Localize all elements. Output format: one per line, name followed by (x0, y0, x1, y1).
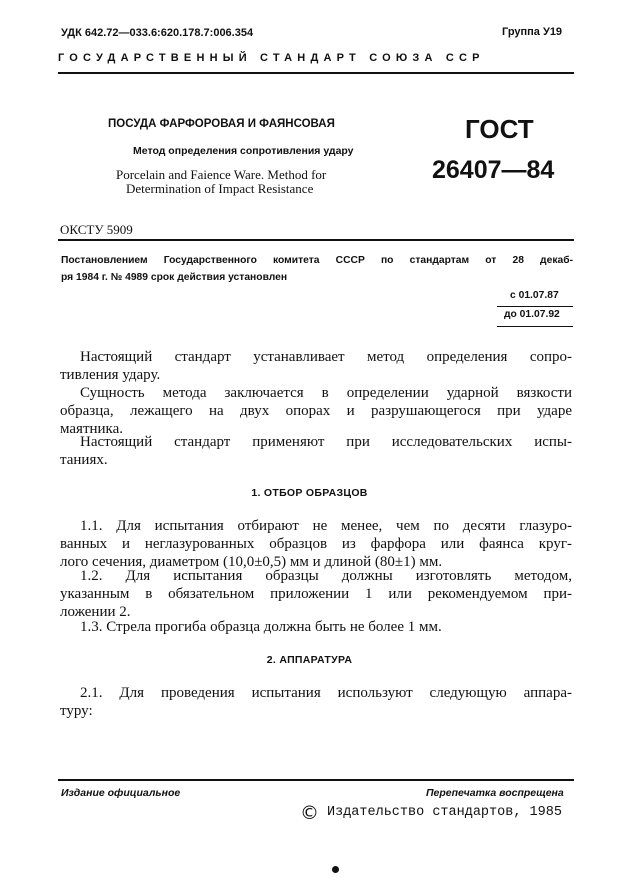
official-edition: Издание официальное (61, 787, 181, 799)
text-line: лого сечения, диаметром (10,0±0,5) мм и длиной (80±1) мм. (60, 554, 443, 570)
publisher-line: Издательство стандартов, 1985 (327, 805, 562, 820)
text-line: Настоящий стандарт применяют при исследовательских испы- (80, 434, 572, 450)
text-line: маятника. (60, 421, 124, 437)
section-2-heading: 2. АППАРАТУРА (266, 654, 353, 666)
text-line: туру: (60, 703, 93, 719)
clause-2-1 (60, 684, 572, 720)
effective-from: с 01.07.87 (510, 290, 559, 301)
effective-rule (497, 306, 573, 307)
intro-paragraph-3 (60, 433, 572, 469)
page-dot (332, 866, 339, 873)
footer-rule (58, 779, 574, 781)
text-line: 1.3. Стрела прогиба образца должна быть не более 1 мм. (80, 619, 442, 635)
text-line: тивления удару. (60, 367, 161, 383)
clause-1-3 (60, 618, 572, 636)
state-standard-banner: ГОСУДАРСТВЕННЫЙ СТАНДАРТ СОЮЗА ССР (58, 52, 485, 64)
standard-subtitle: Метод определения сопротивления удару (133, 145, 354, 157)
standard-title: ПОСУДА ФАРФОРОВАЯ И ФАЯНСОВАЯ (108, 118, 335, 130)
okstu-rule (58, 239, 574, 241)
reprint-prohibited: Перепечатка воспрещена (426, 787, 564, 799)
text-line: Настоящий стандарт устанавливает метод определения сопро- (80, 349, 572, 365)
intro-paragraph-2 (60, 384, 572, 438)
text-line: ложении 2. (60, 604, 131, 620)
gost-label: ГОСТ (465, 114, 534, 144)
effective-to: до 01.07.92 (504, 309, 560, 320)
decree-line2: ря 1984 г. № 4989 срок действия установлен (61, 272, 288, 283)
english-title-line1: Porcelain and Faience Ware. Method for (116, 167, 327, 182)
header-rule (58, 72, 574, 74)
effective-rule-bottom (497, 326, 573, 327)
intro-paragraph-1 (60, 348, 572, 384)
text-line: образца, лежащего на двух опорах и разрушающегося при ударе (60, 403, 572, 419)
okstu-code: ОКСТУ 5909 (60, 222, 133, 237)
text-line: 2.1. Для проведения испытания используют следующую аппара- (80, 685, 572, 701)
udk-code: УДК 642.72—033.6:620.178.7:006.354 (61, 27, 254, 39)
text-line: Сущность метода заключается в определении ударной вязкости (80, 385, 572, 401)
decree-line1: Постановлением Государственного комитета СССР по стандартам от 28 декаб- (61, 255, 573, 266)
text-line: 1.2. Для испытания образцы должны изготовлять методом, (80, 568, 572, 584)
clause-1-2 (60, 567, 572, 621)
text-line: ванных и неглазурованных образцов из фарфора или фаянса круг- (60, 536, 572, 552)
gost-number: 26407—84 (432, 156, 555, 184)
group-code: Группа У19 (502, 26, 563, 38)
section-1-heading: 1. ОТБОР ОБРАЗЦОВ (251, 487, 368, 499)
text-line: таниях. (60, 452, 108, 468)
text-line: 1.1. Для испытания отбирают не менее, чем по десяти глазуро- (80, 518, 572, 534)
clause-1-1 (60, 517, 572, 571)
english-title-line2: Determination of Impact Resistance (126, 181, 314, 196)
text-line: указанным в обязательном приложении 1 или рекомендуемом при- (60, 586, 572, 602)
copyright-icon: © (300, 802, 319, 824)
